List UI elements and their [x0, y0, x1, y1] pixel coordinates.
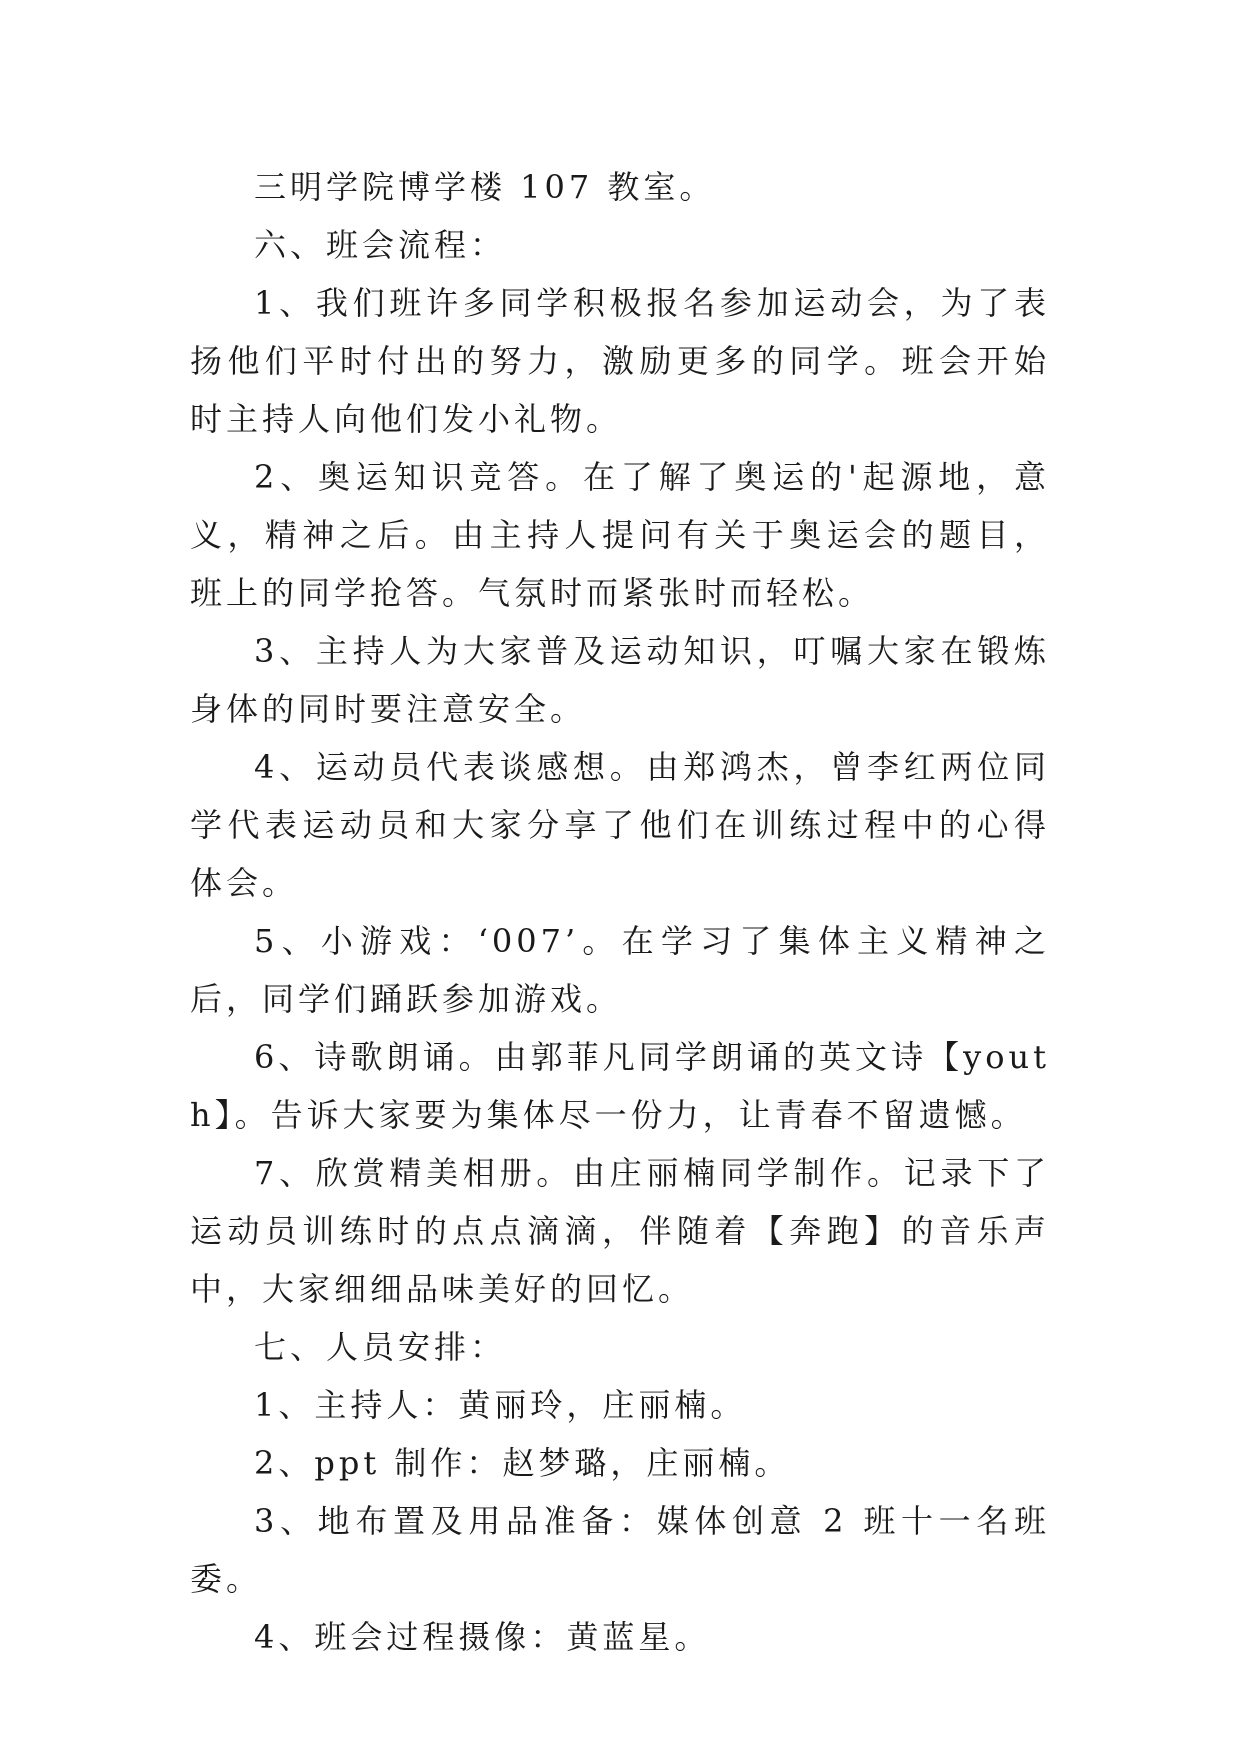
- section-heading-meeting-process: 六、班会流程：: [254, 226, 507, 264]
- process-item-7: 7、欣赏精美相册。由庄丽楠同学制作。记录下了运动员训练时的点点滴滴，伴随着【奔跑】的音乐声中，大家细细品味美好的回忆。: [190, 1154, 1050, 1308]
- staff-item-1: 1、主持人：黄丽玲，庄丽楠。: [254, 1386, 747, 1424]
- process-item-4: 4、运动员代表谈感想。由郑鸿杰，曾李红两位同学代表运动员和大家分享了他们在训练过程中的心得体会。: [190, 748, 1050, 902]
- staff-item-3: 3、地布置及用品准备：媒体创意 2 班十一名班委。: [190, 1502, 1050, 1598]
- process-item-5: 5、小游戏：‘007’。在学习了集体主义精神之后，同学们踊跃参加游戏。: [190, 922, 1050, 1018]
- section-heading-staff-arrangement: 七、人员安排：: [254, 1328, 507, 1366]
- process-item-3: 3、主持人为大家普及运动知识，叮嘱大家在锻炼身体的同时要注意安全。: [190, 632, 1050, 728]
- staff-item-2: 2、ppt 制作：赵梦璐，庄丽楠。: [254, 1444, 791, 1482]
- document-body: [190, 158, 1050, 1666]
- process-item-2: 2、奥运知识竞答。在了解了奥运的'起源地，意义，精神之后。由主持人提问有关于奥运会的题目，班上的同学抢答。气氛时而紧张时而轻松。: [190, 458, 1050, 612]
- process-item-6: 6、诗歌朗诵。由郭菲凡同学朗诵的英文诗【youth】。告诉大家要为集体尽一份力，让青春不留遗憾。: [190, 1038, 1050, 1134]
- location-line: 三明学院博学楼 107 教室。: [254, 168, 716, 206]
- staff-item-4: 4、班会过程摄像：黄蓝星。: [254, 1618, 711, 1656]
- process-item-1: 1、我们班许多同学积极报名参加运动会，为了表扬他们平时付出的努力，激励更多的同学。班会开始时主持人向他们发小礼物。: [190, 284, 1050, 438]
